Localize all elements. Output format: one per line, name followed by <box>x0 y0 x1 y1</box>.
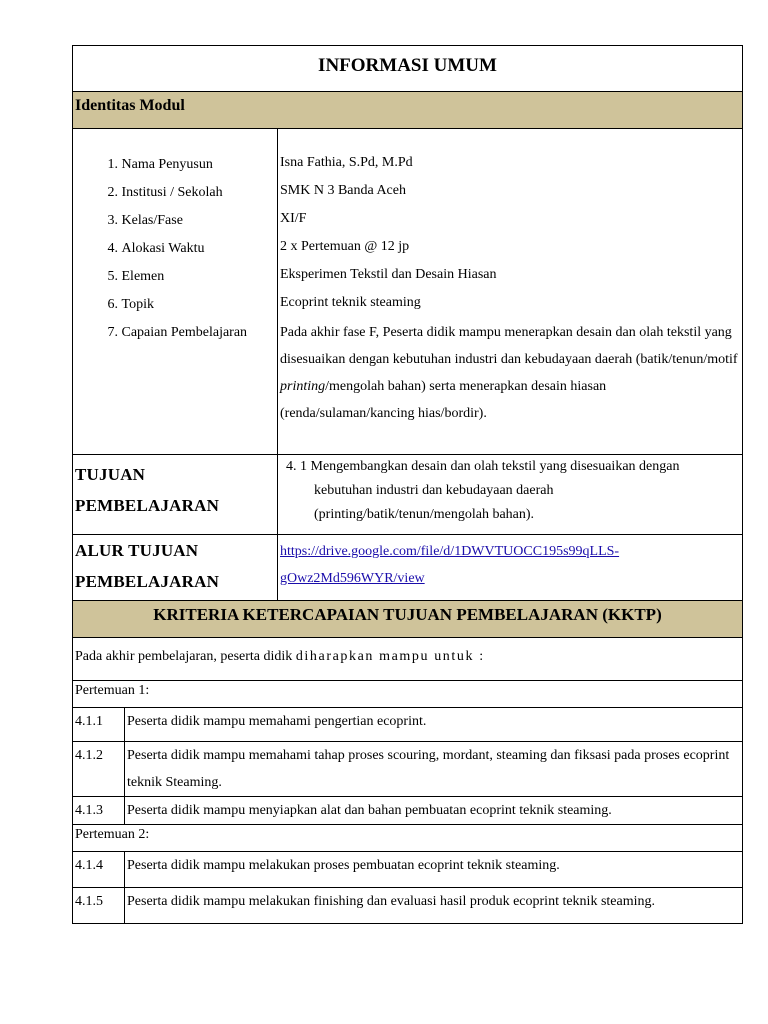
kktp-desc: Peserta didik mampu melakukan finishing dan evaluasi hasil produk ecoprint teknik steaming. <box>125 888 743 924</box>
kktp-intro-row <box>73 638 743 681</box>
list-item <box>73 266 277 294</box>
identitas-heading: Identitas Modul <box>73 92 743 129</box>
alur-row <box>73 535 743 601</box>
alur-label <box>73 535 277 597</box>
table-row <box>73 742 743 797</box>
table-row <box>73 852 743 888</box>
item-number: 3. <box>107 213 118 228</box>
capaian-text-a: Pada akhir fase F, Peserta didik mampu menerapkan desain dan olah tekstil yang disesuaikan dengan kebutuhan industri dan kebudayaan daerah (batik/tenun/motif <box>280 325 738 367</box>
page-title: INFORMASI UMUM <box>73 46 743 92</box>
pertemuan-1-row <box>73 681 743 708</box>
list-item <box>73 210 277 238</box>
alur-drive-link[interactable] <box>278 535 742 592</box>
pertemuan-2-row <box>73 825 743 852</box>
kktp-desc: Peserta didik mampu menyiapkan alat dan bahan pembuatan ecoprint teknik steaming. <box>125 797 743 825</box>
identitas-label-list <box>73 129 277 350</box>
value-kelas-fase: XI/F <box>280 211 307 226</box>
tujuan-line2: kebutuhan industri dan kebudayaan daerah <box>314 483 554 498</box>
kktp-heading: KRITERIA KETERCAPAIAN TUJUAN PEMBELAJARAN (KKTP) <box>73 601 743 638</box>
list-item <box>73 182 277 210</box>
kktp-intro-b: diharapkan mampu untuk : <box>295 649 485 664</box>
item-number: 2. <box>107 185 118 200</box>
capaian-text-italic: printing <box>280 379 326 394</box>
kktp-code: 4.1.2 <box>73 742 125 797</box>
kktp-code: 4.1.3 <box>73 797 125 825</box>
kktp-desc: Peserta didik mampu memahami pengertian ecoprint. <box>125 708 743 742</box>
kktp-desc: Peserta didik mampu memahami tahap proses scouring, mordant, steaming dan fiksasi pada proses ecoprint teknik Steaming. <box>125 742 743 797</box>
item-label: Institusi / Sekolah <box>121 185 223 200</box>
alur-label-line1: ALUR TUJUAN <box>75 541 199 560</box>
tujuan-line1: 4. 1 Mengembangkan desain dan olah tekstil yang disesuaikan dengan <box>286 459 680 474</box>
value-capaian-pembelajaran <box>280 319 738 427</box>
identitas-labels-cell <box>73 129 278 455</box>
list-item <box>73 294 277 322</box>
tujuan-label-line1: TUJUAN <box>75 465 146 484</box>
identitas-values-cell <box>278 129 743 455</box>
kktp-intro <box>73 638 743 681</box>
kktp-heading-row <box>73 601 743 638</box>
alur-link-cell <box>278 535 743 601</box>
alur-label-cell <box>73 535 278 601</box>
tujuan-text-cell <box>278 455 743 535</box>
link-line1[interactable]: https://drive.google.com/file/d/1DWVTUOCC195s99qLLS- <box>280 544 620 559</box>
item-label: Topik <box>121 297 154 312</box>
item-number: 5. <box>107 269 118 284</box>
list-item <box>73 238 277 266</box>
kktp-code: 4.1.1 <box>73 708 125 742</box>
tujuan-label-line2: PEMBELAJARAN <box>75 496 220 515</box>
pertemuan-2-label: Pertemuan 2: <box>73 825 743 852</box>
value-topik: Ecoprint teknik steaming <box>280 295 421 310</box>
kktp-intro-a: Pada akhir pembelajaran, peserta didik <box>75 649 296 664</box>
table-row <box>73 888 743 924</box>
value-institusi: SMK N 3 Banda Aceh <box>280 183 406 198</box>
kktp-code: 4.1.5 <box>73 888 125 924</box>
link-line2[interactable]: gOwz2Md596WYR/view <box>280 571 425 586</box>
pertemuan-1-label: Pertemuan 1: <box>73 681 743 708</box>
module-info-table <box>72 45 743 924</box>
list-item <box>73 154 277 182</box>
tujuan-row <box>73 455 743 535</box>
item-label: Alokasi Waktu <box>121 241 205 256</box>
kktp-desc: Peserta didik mampu melakukan proses pembuatan ecoprint teknik steaming. <box>125 852 743 888</box>
item-number: 6. <box>107 297 118 312</box>
value-nama-penyusun: Isna Fathia, S.Pd, M.Pd <box>280 155 413 170</box>
table-row <box>73 708 743 742</box>
item-number: 4. <box>107 241 118 256</box>
identitas-body-row <box>73 129 743 455</box>
value-alokasi-waktu: 2 x Pertemuan @ 12 jp <box>280 239 410 254</box>
tujuan-line3: (printing/batik/tenun/mengolah bahan). <box>314 507 535 522</box>
capaian-text-b: /mengolah bahan) serta menerapkan desain hiasan (renda/sulaman/kancing hias/bordir). <box>280 379 607 421</box>
item-number: 7. <box>107 325 118 340</box>
identitas-heading-row <box>73 92 743 129</box>
kktp-code: 4.1.4 <box>73 852 125 888</box>
table-row <box>73 797 743 825</box>
alur-label-line2: PEMBELAJARAN <box>75 572 220 591</box>
tujuan-label <box>73 455 277 521</box>
value-elemen: Eksperimen Tekstil dan Desain Hiasan <box>280 267 497 282</box>
item-label: Elemen <box>121 269 165 284</box>
tujuan-label-cell <box>73 455 278 535</box>
title-row <box>73 46 743 92</box>
list-item <box>73 322 277 350</box>
item-label: Kelas/Fase <box>121 213 183 228</box>
item-label: Capaian Pembelajaran <box>121 325 248 340</box>
item-number: 1. <box>107 157 118 172</box>
item-label: Nama Penyusun <box>121 157 213 172</box>
